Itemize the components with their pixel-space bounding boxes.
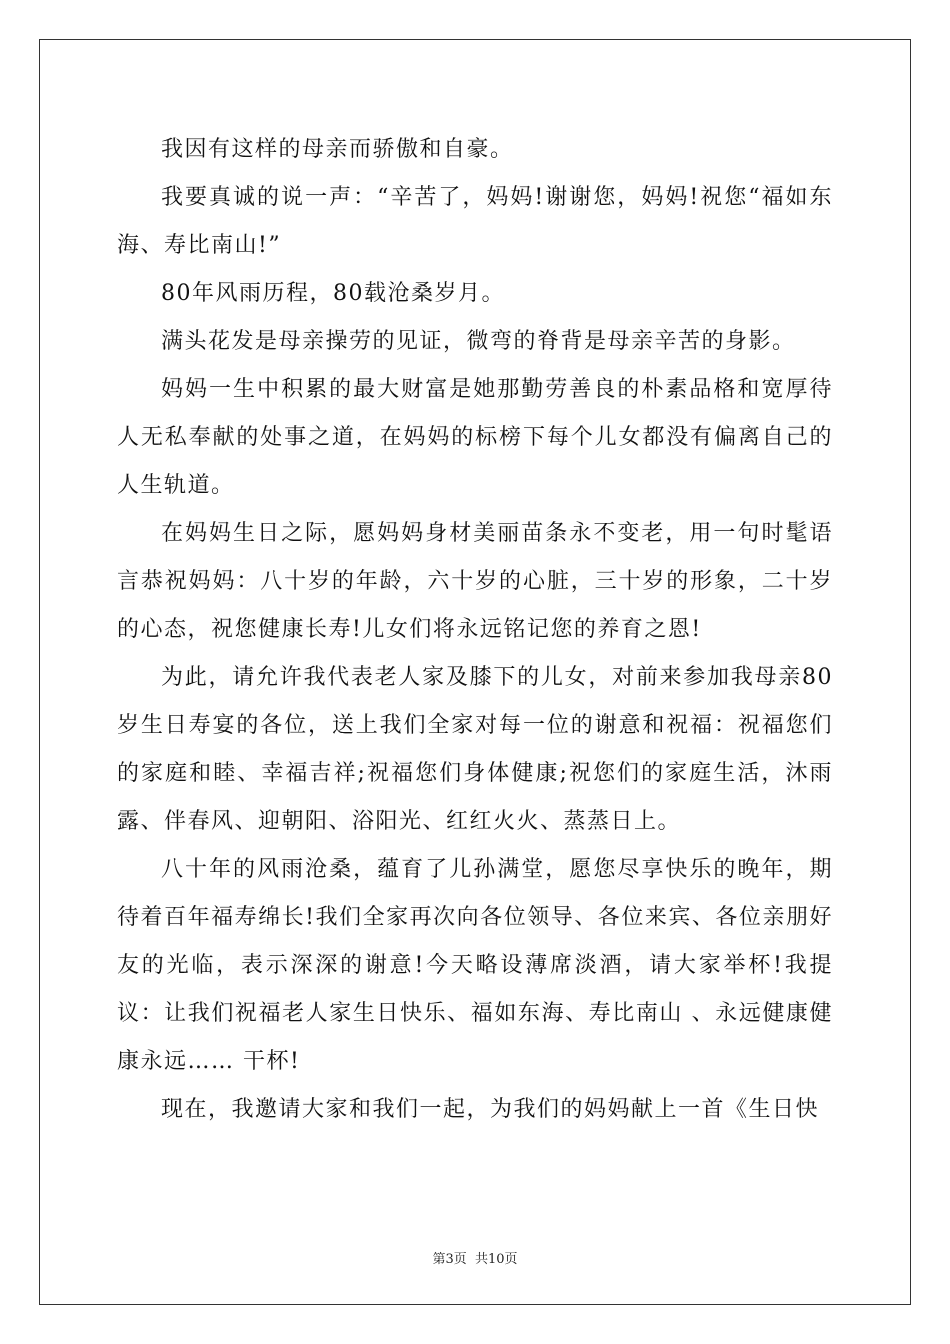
paragraph-7: 为此，请允许我代表老人家及膝下的儿女，对前来参加我母亲80岁生日寿宴的各位，送上我们全家对每一位的谢意和祝福：祝福您们的家庭和睦、幸福吉祥;祝福您们身体健康;祝您们的家庭生活，沐雨露、伴春风、迎朝阳、浴阳光、红红火火、蒸蒸日上。 (117, 665, 833, 834)
paragraph-1: 我因有这样的母亲而骄傲和自豪。 (161, 137, 514, 162)
paragraph-8: 八十年的风雨沧桑，蕴育了儿孙满堂，愿您尽享快乐的晚年，期待着百年福寿绵长!我们全家再次向各位领导、各位来宾、各位亲朋好友的光临，表示深深的谢意!今天略设薄席淡酒，请大家举杯!我提议：让我们祝福老人家生日快乐、福如东海、寿比南山 、永远健康健康永远…… 干杯! (117, 857, 833, 1074)
paragraph-9: 现在，我邀请大家和我们一起，为我们的妈妈献上一首《生日快 (161, 1097, 820, 1122)
page-number: 第3页 (432, 1252, 467, 1267)
paragraph-2: 我要真诚的说一声：“辛苦了，妈妈!谢谢您，妈妈!祝您“福如东海、寿比南山!” (117, 185, 833, 258)
page-total: 共10页 (474, 1252, 518, 1267)
document-body (117, 126, 833, 1134)
paragraph-3: 80年风雨历程，80载沧桑岁月。 (161, 281, 505, 306)
page-footer (0, 1248, 950, 1267)
paragraph-4: 满头花发是母亲操劳的见证，微弯的脊背是母亲辛苦的身影。 (161, 329, 796, 354)
paragraph-6: 在妈妈生日之际，愿妈妈身材美丽苗条永不变老，用一句时髦语言恭祝妈妈：八十岁的年龄，六十岁的心脏，三十岁的形象，二十岁的心态，祝您健康长寿!儿女们将永远铭记您的养育之恩! (117, 521, 833, 642)
paragraph-5: 妈妈一生中积累的最大财富是她那勤劳善良的朴素品格和宽厚待人无私奉献的处事之道，在妈妈的标榜下每个儿女都没有偏离自己的人生轨道。 (117, 377, 833, 498)
